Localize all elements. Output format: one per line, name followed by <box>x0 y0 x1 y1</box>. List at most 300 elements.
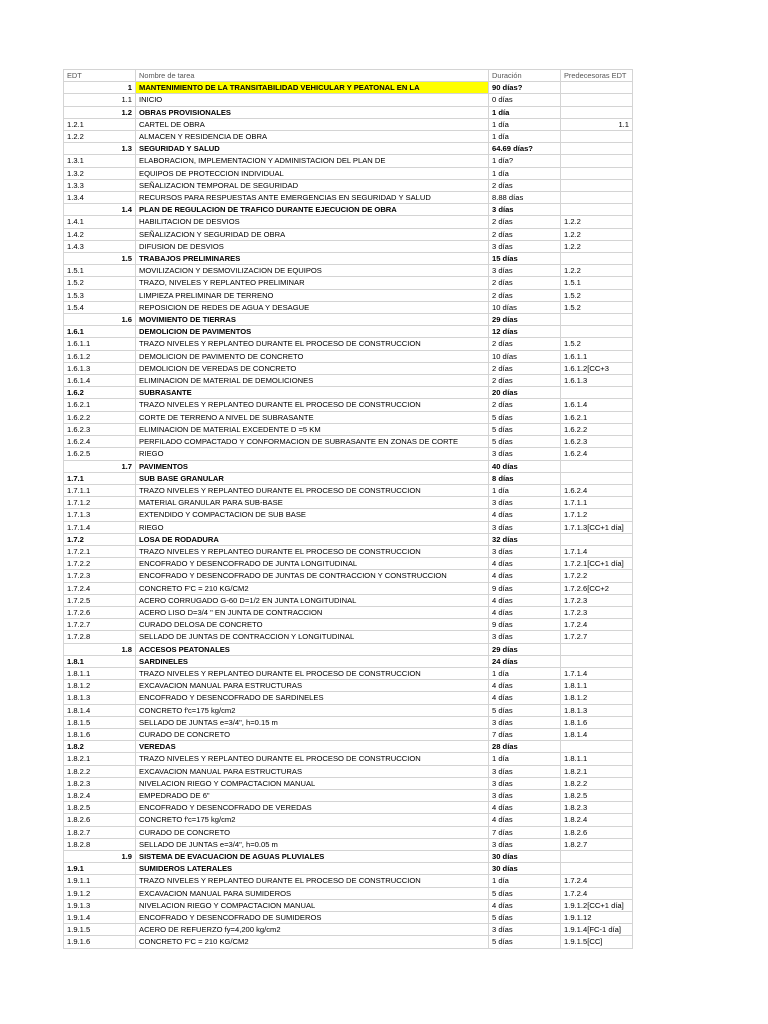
duration-cell[interactable]: 1 día <box>489 875 561 887</box>
duration-cell[interactable]: 3 días <box>489 240 561 252</box>
task-name-cell[interactable]: SEGURIDAD Y SALUD <box>136 143 489 155</box>
duration-cell[interactable]: 2 días <box>489 399 561 411</box>
predecessor-cell[interactable]: 1.7.1.1 <box>561 497 633 509</box>
task-name-cell[interactable]: REPOSICION DE REDES DE AGUA Y DESAGUE <box>136 301 489 313</box>
edt-cell[interactable]: 1.6.1.1 <box>64 338 136 350</box>
edt-cell[interactable]: 1.9.1.4 <box>64 912 136 924</box>
predecessor-cell[interactable]: 1.2.2 <box>561 265 633 277</box>
duration-cell[interactable]: 3 días <box>489 777 561 789</box>
predecessor-cell[interactable]: 1.7.2.3 <box>561 606 633 618</box>
task-name-cell[interactable]: ACERO LISO D=3/4 " EN JUNTA DE CONTRACCION <box>136 606 489 618</box>
task-name-cell[interactable]: MOVIMIENTO DE TIERRAS <box>136 314 489 326</box>
duration-cell[interactable]: 3 días <box>489 789 561 801</box>
duration-cell[interactable]: 4 días <box>489 594 561 606</box>
predecessor-cell[interactable]: 1.7.2.4 <box>561 619 633 631</box>
edt-cell[interactable]: 1.7.2.7 <box>64 619 136 631</box>
edt-cell[interactable]: 1.8.2.8 <box>64 838 136 850</box>
predecessor-cell[interactable] <box>561 131 633 143</box>
duration-cell[interactable]: 1 día? <box>489 155 561 167</box>
predecessor-cell[interactable]: 1.6.2.4 <box>561 448 633 460</box>
table-row <box>64 692 633 704</box>
edt-cell[interactable]: 1.4 <box>64 204 136 216</box>
task-name-cell[interactable]: EQUIPOS DE PROTECCION INDIVIDUAL <box>136 167 489 179</box>
duration-cell[interactable]: 29 días <box>489 314 561 326</box>
duration-cell[interactable]: 3 días <box>489 265 561 277</box>
edt-cell[interactable]: 1.8.1 <box>64 655 136 667</box>
predecessor-cell[interactable]: 1.6.2.3 <box>561 436 633 448</box>
edt-cell[interactable]: 1.7.2 <box>64 533 136 545</box>
predecessor-cell[interactable]: 1.6.1.2[CC+3 <box>561 362 633 374</box>
task-name-cell[interactable]: CONCRETO F'C = 210 KG/CM2 <box>136 582 489 594</box>
duration-cell[interactable]: 29 días <box>489 643 561 655</box>
predecessor-cell[interactable]: 1.2.2 <box>561 228 633 240</box>
task-name-cell[interactable]: TRAZO NIVELES Y REPLANTEO DURANTE EL PROCESO DE CONSTRUCCION <box>136 484 489 496</box>
duration-cell[interactable]: 2 días <box>489 362 561 374</box>
duration-cell[interactable]: 5 días <box>489 912 561 924</box>
predecessor-cell[interactable]: 1.9.1.2[CC+1 día] <box>561 899 633 911</box>
header-edt[interactable]: EDT <box>64 70 136 82</box>
edt-cell[interactable]: 1.7.2.3 <box>64 570 136 582</box>
duration-cell[interactable]: 3 días <box>489 924 561 936</box>
edt-cell[interactable]: 1.7.1 <box>64 472 136 484</box>
predecessor-cell[interactable]: 1.6.2.1 <box>561 411 633 423</box>
task-name-cell[interactable]: EXCAVACION MANUAL PARA ESTRUCTURAS <box>136 680 489 692</box>
predecessor-cell[interactable]: 1.8.2.3 <box>561 802 633 814</box>
edt-cell[interactable]: 1.7.1.4 <box>64 521 136 533</box>
predecessor-cell[interactable]: 1.7.2.7 <box>561 631 633 643</box>
task-name-cell[interactable]: SUBRASANTE <box>136 387 489 399</box>
predecessor-cell[interactable]: 1.7.2.2 <box>561 570 633 582</box>
task-name-cell[interactable]: ACERO DE REFUERZO fy=4,200 kg/cm2 <box>136 924 489 936</box>
task-name-cell[interactable]: ENCOFRADO Y DESENCOFRADO DE VEREDAS <box>136 802 489 814</box>
predecessor-cell[interactable]: 1.7.2.3 <box>561 594 633 606</box>
duration-cell[interactable]: 32 días <box>489 533 561 545</box>
edt-cell[interactable]: 1.3.1 <box>64 155 136 167</box>
predecessor-cell[interactable]: 1.7.2.6[CC+2 <box>561 582 633 594</box>
edt-cell[interactable]: 1.3 <box>64 143 136 155</box>
duration-cell[interactable]: 1 día <box>489 753 561 765</box>
duration-cell[interactable]: 7 días <box>489 728 561 740</box>
duration-cell[interactable]: 28 días <box>489 741 561 753</box>
edt-cell[interactable]: 1.8.1.5 <box>64 716 136 728</box>
edt-cell[interactable]: 1.3.4 <box>64 192 136 204</box>
table-row <box>64 826 633 838</box>
task-name-cell[interactable]: RECURSOS PARA RESPUESTAS ANTE EMERGENCIAS EN SEGURIDAD Y SALUD <box>136 192 489 204</box>
edt-cell[interactable]: 1.7.2.4 <box>64 582 136 594</box>
edt-cell[interactable]: 1.6.1.2 <box>64 350 136 362</box>
duration-cell[interactable]: 2 días <box>489 277 561 289</box>
task-name-cell[interactable]: DIFUSION DE DESVIOS <box>136 240 489 252</box>
predecessor-cell[interactable]: 1.8.2.4 <box>561 814 633 826</box>
edt-cell[interactable]: 1.8.2.7 <box>64 826 136 838</box>
task-name-cell[interactable]: CONCRETO f'c=175 kg/cm2 <box>136 814 489 826</box>
duration-cell[interactable]: 90 días? <box>489 82 561 94</box>
edt-cell[interactable]: 1.7.1.2 <box>64 497 136 509</box>
task-name-cell[interactable]: SEÑALIZACION TEMPORAL DE SEGURIDAD <box>136 179 489 191</box>
duration-cell[interactable]: 64.69 días? <box>489 143 561 155</box>
duration-cell[interactable]: 3 días <box>489 497 561 509</box>
duration-cell[interactable]: 9 días <box>489 619 561 631</box>
edt-cell[interactable]: 1.6.2.4 <box>64 436 136 448</box>
duration-cell[interactable]: 2 días <box>489 228 561 240</box>
duration-cell[interactable]: 1 día <box>489 118 561 130</box>
predecessor-cell[interactable]: 1.9.1.5[CC] <box>561 936 633 948</box>
task-name-cell[interactable]: TRAZO NIVELES Y REPLANTEO DURANTE EL PROCESO DE CONSTRUCCION <box>136 753 489 765</box>
predecessor-cell[interactable]: 1.8.1.4 <box>561 728 633 740</box>
predecessor-cell[interactable]: 1.7.2.1[CC+1 día] <box>561 558 633 570</box>
duration-cell[interactable]: 30 días <box>489 851 561 863</box>
predecessor-cell[interactable]: 1.7.1.3[CC+1 día] <box>561 521 633 533</box>
duration-cell[interactable]: 5 días <box>489 411 561 423</box>
duration-cell[interactable]: 4 días <box>489 509 561 521</box>
table-row <box>64 94 633 106</box>
edt-cell[interactable]: 1.9.1.5 <box>64 924 136 936</box>
edt-cell[interactable]: 1.7.2.2 <box>64 558 136 570</box>
duration-cell[interactable]: 8 días <box>489 472 561 484</box>
edt-cell[interactable]: 1.5 <box>64 253 136 265</box>
duration-cell[interactable]: 5 días <box>489 887 561 899</box>
task-name-cell[interactable]: SELLADO DE JUNTAS e=3/4", h=0.15 m <box>136 716 489 728</box>
duration-cell[interactable]: 30 días <box>489 863 561 875</box>
predecessor-cell[interactable]: 1.8.1.2 <box>561 692 633 704</box>
predecessor-cell[interactable]: 1.8.2.2 <box>561 777 633 789</box>
duration-cell[interactable]: 24 días <box>489 655 561 667</box>
duration-cell[interactable]: 9 días <box>489 582 561 594</box>
task-name-cell[interactable]: OBRAS PROVISIONALES <box>136 106 489 118</box>
task-name-cell[interactable]: PERFILADO COMPACTADO Y CONFORMACION DE SUBRASANTE EN ZONAS DE CORTE <box>136 436 489 448</box>
duration-cell[interactable]: 5 días <box>489 436 561 448</box>
duration-cell[interactable]: 4 días <box>489 570 561 582</box>
edt-cell[interactable]: 1.6.2.2 <box>64 411 136 423</box>
duration-cell[interactable]: 1 día <box>489 484 561 496</box>
edt-cell[interactable]: 1.6.2 <box>64 387 136 399</box>
predecessor-cell[interactable]: 1.7.1.4 <box>561 667 633 679</box>
edt-cell[interactable]: 1.2 <box>64 106 136 118</box>
edt-cell[interactable]: 1.8.2.1 <box>64 753 136 765</box>
duration-cell[interactable]: 3 días <box>489 631 561 643</box>
task-name-cell[interactable]: CORTE DE TERRENO A NIVEL DE SUBRASANTE <box>136 411 489 423</box>
task-name-cell[interactable]: MOVILIZACION Y DESMOVILIZACION DE EQUIPOS <box>136 265 489 277</box>
duration-cell[interactable]: 12 días <box>489 326 561 338</box>
predecessor-cell[interactable]: 1.5.2 <box>561 301 633 313</box>
predecessor-cell[interactable] <box>561 155 633 167</box>
duration-cell[interactable]: 10 días <box>489 350 561 362</box>
predecessor-cell[interactable]: 1.8.2.5 <box>561 789 633 801</box>
duration-cell[interactable]: 2 días <box>489 179 561 191</box>
table-row <box>64 204 633 216</box>
task-name-cell[interactable]: SUB BASE GRANULAR <box>136 472 489 484</box>
edt-cell[interactable]: 1.4.1 <box>64 216 136 228</box>
edt-cell[interactable]: 1.7.2.8 <box>64 631 136 643</box>
predecessor-cell[interactable] <box>561 472 633 484</box>
task-name-cell[interactable]: PLAN DE REGULACION DE TRAFICO DURANTE EJECUCION DE OBRA <box>136 204 489 216</box>
edt-cell[interactable]: 1.4.3 <box>64 240 136 252</box>
predecessor-cell[interactable]: 1.2.2 <box>561 240 633 252</box>
predecessor-cell[interactable]: 1.8.1.1 <box>561 753 633 765</box>
edt-cell[interactable]: 1.5.3 <box>64 289 136 301</box>
duration-cell[interactable]: 2 días <box>489 289 561 301</box>
predecessor-cell[interactable] <box>561 143 633 155</box>
edt-cell[interactable]: 1.6.1.3 <box>64 362 136 374</box>
predecessor-cell[interactable]: 1.6.1.1 <box>561 350 633 362</box>
task-name-cell[interactable]: MATERIAL GRANULAR PARA SUB-BASE <box>136 497 489 509</box>
edt-cell[interactable]: 1.4.2 <box>64 228 136 240</box>
edt-cell[interactable]: 1.8.2.2 <box>64 765 136 777</box>
predecessor-cell[interactable] <box>561 655 633 667</box>
duration-cell[interactable]: 3 días <box>489 204 561 216</box>
predecessor-cell[interactable]: 1.6.1.3 <box>561 375 633 387</box>
duration-cell[interactable]: 7 días <box>489 826 561 838</box>
edt-cell[interactable]: 1.8.2.5 <box>64 802 136 814</box>
predecessor-cell[interactable] <box>561 851 633 863</box>
edt-cell[interactable]: 1.1 <box>64 94 136 106</box>
predecessor-cell[interactable]: 1.6.2.2 <box>561 423 633 435</box>
duration-cell[interactable]: 10 días <box>489 301 561 313</box>
task-name-cell[interactable]: CARTEL DE OBRA <box>136 118 489 130</box>
task-name-cell[interactable]: TRAZO NIVELES Y REPLANTEO DURANTE EL PROCESO DE CONSTRUCCION <box>136 875 489 887</box>
predecessor-cell[interactable]: 1.7.1.4 <box>561 545 633 557</box>
edt-cell[interactable]: 1.8.1.6 <box>64 728 136 740</box>
predecessor-cell[interactable] <box>561 460 633 472</box>
task-name-cell[interactable]: ENCOFRADO Y DESENCOFRADO DE SARDINELES <box>136 692 489 704</box>
edt-cell[interactable]: 1.5.2 <box>64 277 136 289</box>
predecessor-cell[interactable]: 1.8.2.6 <box>561 826 633 838</box>
duration-cell[interactable]: 1 día <box>489 106 561 118</box>
task-name-cell[interactable]: SEÑALIZACION Y SEGURIDAD DE OBRA <box>136 228 489 240</box>
task-name-cell[interactable]: TRAZO NIVELES Y REPLANTEO DURANTE EL PROCESO DE CONSTRUCCION <box>136 399 489 411</box>
edt-cell[interactable]: 1.6.2.3 <box>64 423 136 435</box>
edt-cell[interactable]: 1.9.1.1 <box>64 875 136 887</box>
duration-cell[interactable]: 0 días <box>489 94 561 106</box>
table-row <box>64 680 633 692</box>
task-name-cell[interactable]: ACCESOS PEATONALES <box>136 643 489 655</box>
duration-cell[interactable]: 5 días <box>489 704 561 716</box>
duration-cell[interactable]: 3 días <box>489 448 561 460</box>
predecessor-cell[interactable]: 1.6.1.4 <box>561 399 633 411</box>
task-name-cell[interactable]: EMPEDRADO DE 6" <box>136 789 489 801</box>
edt-cell[interactable]: 1.9.1 <box>64 863 136 875</box>
edt-cell[interactable]: 1.8.1.4 <box>64 704 136 716</box>
task-name-cell[interactable]: ELABORACION, IMPLEMENTACION Y ADMINISTACION DEL PLAN DE <box>136 155 489 167</box>
task-name-cell[interactable]: SELLADO DE JUNTAS e=3/4", h=0.05 m <box>136 838 489 850</box>
predecessor-cell[interactable] <box>561 326 633 338</box>
duration-cell[interactable]: 4 días <box>489 814 561 826</box>
task-name-cell[interactable]: ENCOFRADO Y DESENCOFRADO DE JUNTA LONGITUDINAL <box>136 558 489 570</box>
task-name-cell[interactable]: MANTENIMIENTO DE LA TRANSITABILIDAD VEHICULAR Y PEATONAL EN LA <box>136 82 489 94</box>
task-name-cell[interactable]: INICIO <box>136 94 489 106</box>
edt-cell[interactable]: 1.7.2.1 <box>64 545 136 557</box>
edt-cell[interactable]: 1.8 <box>64 643 136 655</box>
duration-cell[interactable]: 5 días <box>489 936 561 948</box>
task-name-cell[interactable]: CONCRETO F'C = 210 KG/CM2 <box>136 936 489 948</box>
duration-cell[interactable]: 2 días <box>489 375 561 387</box>
predecessor-cell[interactable]: 1.5.2 <box>561 289 633 301</box>
edt-cell[interactable]: 1.9.1.6 <box>64 936 136 948</box>
duration-cell[interactable]: 8.88 días <box>489 192 561 204</box>
table-row <box>64 350 633 362</box>
predecessor-cell[interactable] <box>561 204 633 216</box>
predecessor-cell[interactable] <box>561 82 633 94</box>
edt-cell[interactable]: 1.2.2 <box>64 131 136 143</box>
task-name-cell[interactable]: CURADO DELOSA DE CONCRETO <box>136 619 489 631</box>
task-name-cell[interactable]: DEMOLICION DE PAVIMENTO DE CONCRETO <box>136 350 489 362</box>
task-name-cell[interactable]: PAVIMENTOS <box>136 460 489 472</box>
task-name-cell[interactable]: RIEGO <box>136 448 489 460</box>
task-name-cell[interactable]: DEMOLICION DE PAVIMENTOS <box>136 326 489 338</box>
predecessor-cell[interactable]: 1.8.1.3 <box>561 704 633 716</box>
edt-cell[interactable]: 1.2.1 <box>64 118 136 130</box>
predecessor-cell[interactable] <box>561 94 633 106</box>
task-name-cell[interactable]: ACERO CORRUGADO G-60 D=1/2 EN JUNTA LONGITUDINAL <box>136 594 489 606</box>
task-name-cell[interactable]: CONCRETO f'c=175 kg/cm2 <box>136 704 489 716</box>
edt-cell[interactable]: 1.8.1.1 <box>64 667 136 679</box>
edt-cell[interactable]: 1.6.1 <box>64 326 136 338</box>
task-name-cell[interactable]: EXTENDIDO Y COMPACTACION DE SUB BASE <box>136 509 489 521</box>
duration-cell[interactable]: 20 días <box>489 387 561 399</box>
predecessor-cell[interactable] <box>561 863 633 875</box>
edt-cell[interactable]: 1.5.4 <box>64 301 136 313</box>
duration-cell[interactable]: 3 días <box>489 838 561 850</box>
duration-cell[interactable]: 1 día <box>489 167 561 179</box>
predecessor-cell[interactable] <box>561 167 633 179</box>
header-predecesoras[interactable]: Predecesoras EDT <box>561 70 633 82</box>
duration-cell[interactable]: 1 día <box>489 667 561 679</box>
task-name-cell[interactable]: LIMPIEZA PRELIMINAR DE TERRENO <box>136 289 489 301</box>
edt-cell[interactable]: 1.8.2 <box>64 741 136 753</box>
edt-cell[interactable]: 1.8.2.4 <box>64 789 136 801</box>
task-name-cell[interactable]: ENCOFRADO Y DESENCOFRADO DE JUNTAS DE CONTRACCION Y CONSTRUCCION <box>136 570 489 582</box>
predecessor-cell[interactable]: 1.5.2 <box>561 338 633 350</box>
duration-cell[interactable]: 3 días <box>489 765 561 777</box>
predecessor-cell[interactable]: 1.8.1.1 <box>561 680 633 692</box>
duration-cell[interactable]: 2 días <box>489 338 561 350</box>
task-name-cell[interactable]: SUMIDEROS LATERALES <box>136 863 489 875</box>
duration-cell[interactable]: 4 días <box>489 606 561 618</box>
header-duracion[interactable]: Duración <box>489 70 561 82</box>
predecessor-cell[interactable]: 1.9.1.4[FC-1 día] <box>561 924 633 936</box>
edt-cell[interactable]: 1.9 <box>64 851 136 863</box>
predecessor-cell[interactable] <box>561 643 633 655</box>
task-name-cell[interactable]: SARDINELES <box>136 655 489 667</box>
header-nombre[interactable]: Nombre de tarea <box>136 70 489 82</box>
table-row <box>64 411 633 423</box>
task-name-cell[interactable]: HABILITACION DE DESVIOS <box>136 216 489 228</box>
edt-cell[interactable]: 1.3.2 <box>64 167 136 179</box>
task-name-cell[interactable]: CURADO DE CONCRETO <box>136 826 489 838</box>
edt-cell[interactable]: 1.8.2.6 <box>64 814 136 826</box>
duration-cell[interactable]: 4 días <box>489 692 561 704</box>
table-row <box>64 167 633 179</box>
duration-cell[interactable]: 3 días <box>489 521 561 533</box>
predecessor-cell[interactable] <box>561 179 633 191</box>
duration-cell[interactable]: 3 días <box>489 716 561 728</box>
duration-cell[interactable]: 5 días <box>489 423 561 435</box>
predecessor-cell[interactable]: 1.2.2 <box>561 216 633 228</box>
duration-cell[interactable]: 1 día <box>489 131 561 143</box>
edt-cell[interactable]: 1.7 <box>64 460 136 472</box>
duration-cell[interactable]: 4 días <box>489 802 561 814</box>
predecessor-cell[interactable]: 1.7.2.4 <box>561 875 633 887</box>
task-name-cell[interactable]: CURADO DE CONCRETO <box>136 728 489 740</box>
table-row <box>64 558 633 570</box>
task-name-cell[interactable]: NIVELACION RIEGO Y COMPACTACION MANUAL <box>136 777 489 789</box>
edt-cell[interactable]: 1.9.1.3 <box>64 899 136 911</box>
task-name-cell[interactable]: TRAZO, NIVELES Y REPLANTEO PRELIMINAR <box>136 277 489 289</box>
predecessor-cell[interactable] <box>561 106 633 118</box>
task-name-cell[interactable]: ENCOFRADO Y DESENCOFRADO DE SUMIDEROS <box>136 912 489 924</box>
edt-cell[interactable]: 1 <box>64 82 136 94</box>
task-name-cell[interactable]: EXCAVACION MANUAL PARA SUMIDEROS <box>136 887 489 899</box>
task-name-cell[interactable]: TRABAJOS PRELIMINARES <box>136 253 489 265</box>
task-name-cell[interactable]: SELLADO DE JUNTAS DE CONTRACCION Y LONGITUDINAL <box>136 631 489 643</box>
task-name-cell[interactable]: LOSA DE RODADURA <box>136 533 489 545</box>
duration-cell[interactable]: 2 días <box>489 216 561 228</box>
predecessor-cell[interactable] <box>561 741 633 753</box>
edt-cell[interactable]: 1.9.1.2 <box>64 887 136 899</box>
task-name-cell[interactable]: TRAZO NIVELES Y REPLANTEO DURANTE EL PROCESO DE CONSTRUCCION <box>136 545 489 557</box>
predecessor-cell[interactable]: 1.8.1.6 <box>561 716 633 728</box>
predecessor-cell[interactable] <box>561 314 633 326</box>
edt-cell[interactable]: 1.5.1 <box>64 265 136 277</box>
edt-cell[interactable]: 1.6.2.5 <box>64 448 136 460</box>
predecessor-cell[interactable] <box>561 387 633 399</box>
edt-cell[interactable]: 1.7.1.3 <box>64 509 136 521</box>
edt-cell[interactable]: 1.3.3 <box>64 179 136 191</box>
predecessor-cell[interactable]: 1.7.2.4 <box>561 887 633 899</box>
edt-cell[interactable]: 1.6 <box>64 314 136 326</box>
task-name-cell[interactable]: RIEGO <box>136 521 489 533</box>
task-name-cell[interactable]: SISTEMA DE EVACUACION DE AGUAS PLUVIALES <box>136 851 489 863</box>
predecessor-cell[interactable] <box>561 192 633 204</box>
predecessor-cell[interactable]: 1.7.1.2 <box>561 509 633 521</box>
task-name-cell[interactable]: TRAZO NIVELES Y REPLANTEO DURANTE EL PROCESO DE CONSTRUCCION <box>136 667 489 679</box>
table-row <box>64 704 633 716</box>
duration-cell[interactable]: 4 días <box>489 558 561 570</box>
duration-cell[interactable]: 40 días <box>489 460 561 472</box>
table-row <box>64 631 633 643</box>
predecessor-cell[interactable]: 1.9.1.12 <box>561 912 633 924</box>
edt-cell[interactable]: 1.8.2.3 <box>64 777 136 789</box>
predecessor-cell[interactable]: 1.8.2.1 <box>561 765 633 777</box>
task-name-cell[interactable]: ELIMINACION DE MATERIAL DE DEMOLICIONES <box>136 375 489 387</box>
predecessor-cell[interactable]: 1.1 <box>561 118 633 130</box>
edt-cell[interactable]: 1.7.2.6 <box>64 606 136 618</box>
task-name-cell[interactable]: TRAZO NIVELES Y REPLANTEO DURANTE EL PROCESO DE CONSTRUCCION <box>136 338 489 350</box>
edt-cell[interactable]: 1.6.2.1 <box>64 399 136 411</box>
task-name-cell[interactable]: VEREDAS <box>136 741 489 753</box>
predecessor-cell[interactable]: 1.6.2.4 <box>561 484 633 496</box>
task-name-cell[interactable]: ALMACEN Y RESIDENCIA DE OBRA <box>136 131 489 143</box>
edt-cell[interactable]: 1.7.2.5 <box>64 594 136 606</box>
edt-cell[interactable]: 1.8.1.2 <box>64 680 136 692</box>
edt-cell[interactable]: 1.7.1.1 <box>64 484 136 496</box>
task-name-cell[interactable]: ELIMINACION DE MATERIAL EXCEDENTE D =5 KM <box>136 423 489 435</box>
predecessor-cell[interactable]: 1.5.1 <box>561 277 633 289</box>
duration-cell[interactable]: 15 días <box>489 253 561 265</box>
duration-cell[interactable]: 3 días <box>489 545 561 557</box>
edt-cell[interactable]: 1.6.1.4 <box>64 375 136 387</box>
predecessor-cell[interactable] <box>561 253 633 265</box>
duration-cell[interactable]: 4 días <box>489 899 561 911</box>
duration-cell[interactable]: 4 días <box>489 680 561 692</box>
predecessor-cell[interactable] <box>561 533 633 545</box>
task-name-cell[interactable]: EXCAVACION MANUAL PARA ESTRUCTURAS <box>136 765 489 777</box>
task-name-cell[interactable]: DEMOLICION DE VEREDAS DE CONCRETO <box>136 362 489 374</box>
predecessor-cell[interactable]: 1.8.2.7 <box>561 838 633 850</box>
table-row <box>64 899 633 911</box>
task-name-cell[interactable]: NIVELACION RIEGO Y COMPACTACION MANUAL <box>136 899 489 911</box>
edt-cell[interactable]: 1.8.1.3 <box>64 692 136 704</box>
